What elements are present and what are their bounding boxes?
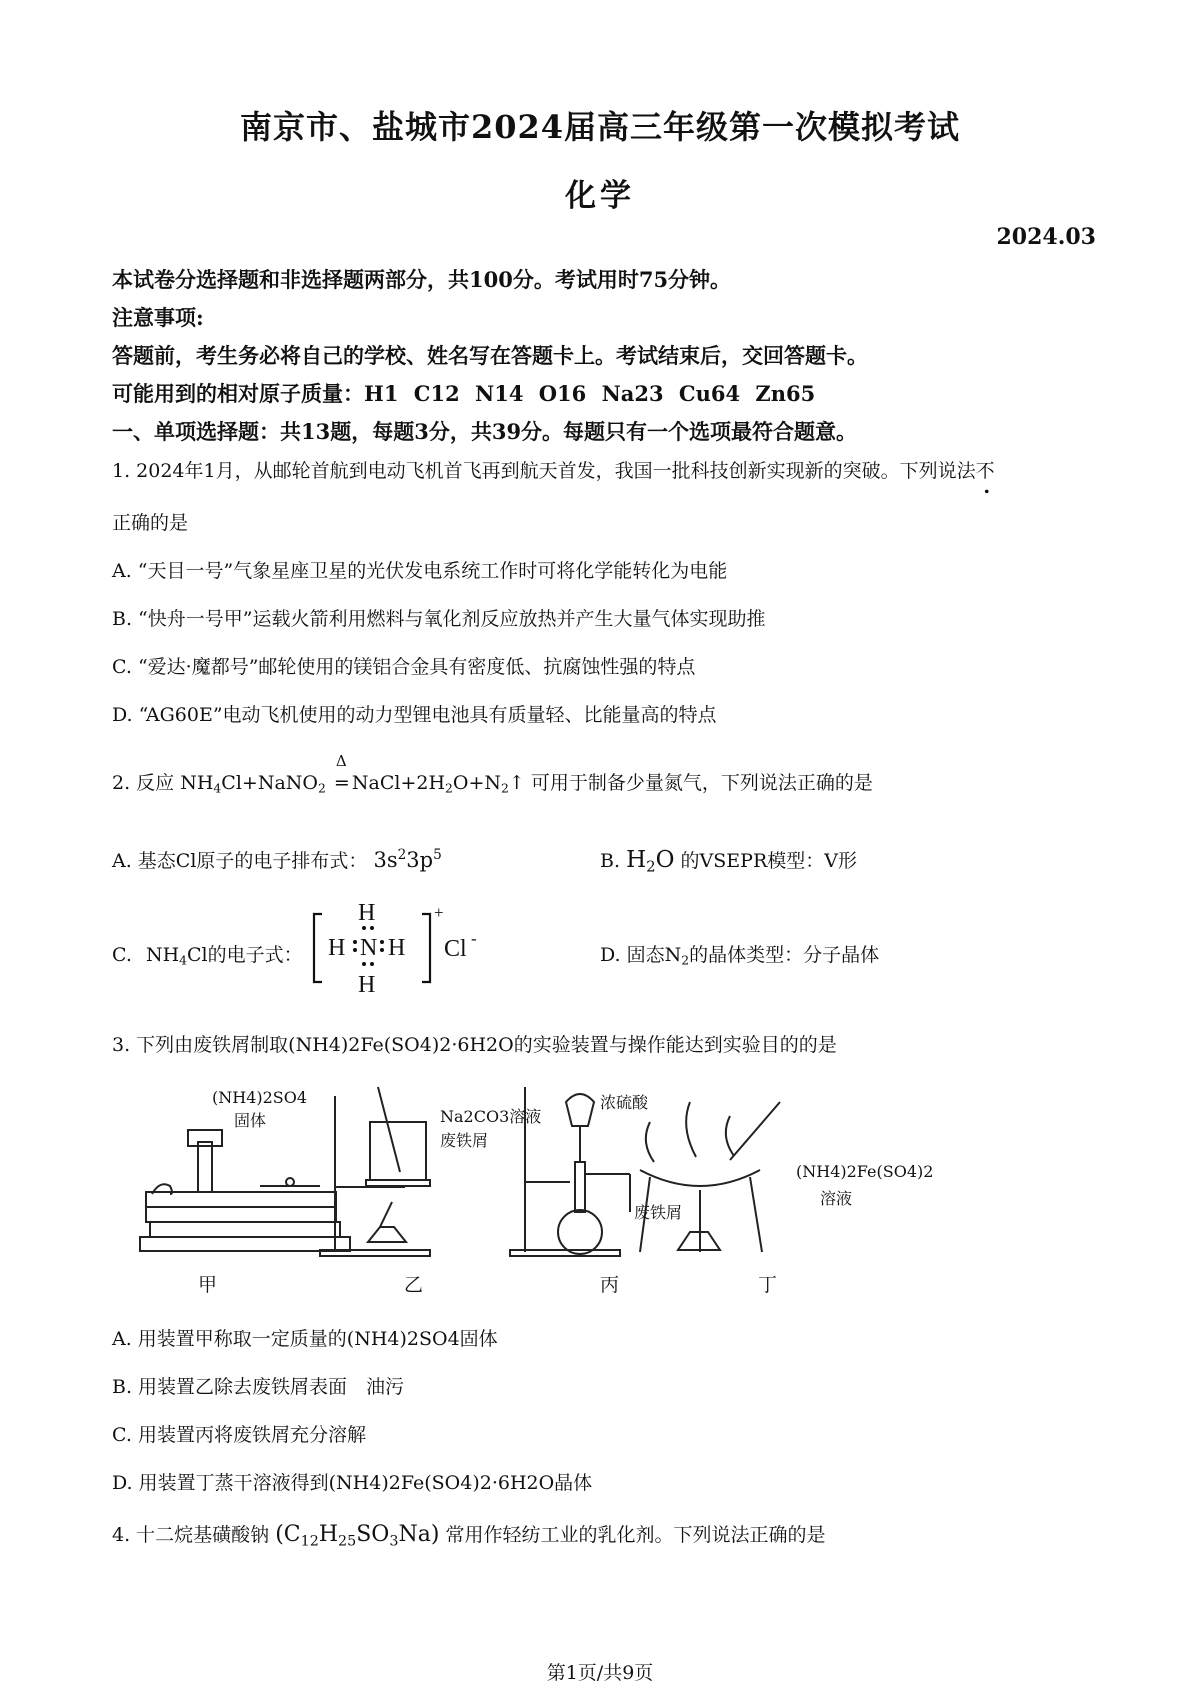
q4-stem	[112, 1520, 825, 1549]
q2-option-d	[600, 940, 879, 968]
q2-b-label: B.	[600, 850, 621, 872]
q1-option-c: C. “爱达·魔都号”邮轮使用的镁铝合金具有密度低、抗腐蚀性强的特点	[112, 656, 696, 678]
q1-option-d: D. “AG60E”电动飞机使用的动力型锂电池具有质量轻、比能量高的特点	[112, 704, 717, 726]
svg-text:H: H	[388, 935, 406, 961]
bing-label-1: 浓硫酸	[600, 1093, 649, 1112]
q2-d-formula: $N_2$	[664, 944, 690, 968]
exam-title: 南京市、盐城市2024届高三年级第一次模拟考试	[239, 108, 961, 146]
exam-date: 2024.03	[996, 224, 1096, 250]
section-heading: 一、单项选择题：共13题，每题3分，共39分。每题只有一个选项最符合题意。	[112, 419, 858, 444]
q4-formula: $(C_{12}H_{25}SO_3Na)$	[275, 1522, 440, 1550]
subject-title: 化学	[565, 178, 635, 214]
notice-text: 答题前，考生务必将自己的学校、姓名写在答题卡上。考试结束后，交回答题卡。	[112, 343, 868, 368]
jia-label-2: 固体	[234, 1111, 267, 1130]
yi-label-1: Na2CO3溶液	[440, 1107, 542, 1126]
q2-b-text: 的VSEPR模型：V形	[680, 850, 857, 872]
q2-option-a	[112, 846, 442, 873]
svg-text:H: H	[358, 972, 376, 998]
q2-prefix: 2. 反应	[112, 772, 175, 794]
q4-stem-text: 4. 十二烷基磺酸钠	[112, 1524, 270, 1546]
yi-label-2: 废铁屑	[440, 1131, 489, 1150]
q2-a-value: $3s^23p^5$	[373, 846, 442, 872]
notice-label: 注意事项:	[112, 305, 204, 330]
q2-suffix: 可用于制备少量氮气，下列说法正确的是	[530, 772, 873, 794]
q3-stem: 3. 下列由废铁屑制取(NH4)2Fe(SO4)2·6H2O的实验装置与操作能达到实验目的的是	[112, 1034, 837, 1056]
jia-label-1: (NH4)2SO4	[212, 1088, 308, 1107]
q2-d-label: D. 固态	[600, 944, 665, 966]
ding-label-1: (NH4)2Fe(SO4)2	[796, 1162, 934, 1181]
q2-d-text: 的晶体类型：分子晶体	[689, 944, 880, 966]
electron-formula-diagram	[310, 898, 490, 998]
q3-option-b: B. 用装置乙除去废铁屑表面 油污	[112, 1376, 405, 1398]
svg-text:H: H	[328, 935, 346, 961]
q2-products: $NaCl+2H_2O+N_2↑$	[351, 772, 525, 796]
q2-condition: Δ	[335, 752, 347, 770]
q2-c-formula: $NH_4Cl$	[145, 944, 208, 968]
q1-stem-continued: 正确的是	[112, 512, 189, 534]
q1-stem	[112, 456, 995, 483]
q2-b-formula: $H_2O$	[626, 847, 675, 876]
intro-line: 本试卷分选择题和非选择题两部分，共100分。考试用时75分钟。	[112, 267, 732, 292]
svg-text:Cl: Cl	[444, 936, 467, 962]
q1-emphasis: 不	[975, 460, 995, 482]
bing-label-2: 废铁屑	[634, 1203, 683, 1222]
svg-text:-: -	[471, 929, 477, 948]
q1-option-b: B. “快舟一号甲”运载火箭利用燃料与氧化剂反应放热并产生大量气体实现助推	[112, 608, 766, 630]
q2-c-label: C.	[112, 944, 132, 966]
q2-option-b	[600, 846, 857, 875]
q1-option-a: A. “天目一号”气象星座卫星的光伏发电系统工作时可将化学能转化为电能	[112, 560, 728, 582]
apparatus-yi: 乙	[404, 1274, 424, 1296]
q2-c-text: 的电子式：	[207, 944, 303, 966]
apparatus-bing: 丙	[600, 1274, 620, 1296]
svg-text:N: N	[360, 935, 378, 961]
atomic-masses: 可能用到的相对原子质量：H1 C12 N14 O16 Na23 Cu64 Zn65	[112, 381, 816, 406]
q2-arrow: Δ =	[333, 752, 350, 794]
q4-stem-continued: 常用作轻纺工业的乳化剂。下列说法正确的是	[445, 1524, 826, 1546]
page-footer: 第1页/共9页	[546, 1662, 654, 1684]
q2-a-label: A. 基态Cl原子的电子排布式：	[112, 850, 368, 872]
q2-reactants: $NH_4Cl+NaNO_2$	[180, 772, 326, 796]
q3-option-c: C. 用装置丙将废铁屑充分溶解	[112, 1424, 366, 1446]
apparatus-ding: 丁	[758, 1274, 778, 1296]
ding-label-2: 溶液	[820, 1189, 853, 1208]
svg-text:H: H	[358, 900, 376, 926]
apparatus-jia: 甲	[198, 1274, 218, 1296]
q2-option-c	[112, 940, 303, 968]
q2-stem	[112, 752, 873, 796]
q3-option-d: D. 用装置丁蒸干溶液得到(NH4)2Fe(SO4)2·6H2O晶体	[112, 1472, 593, 1494]
svg-text:+: +	[434, 903, 444, 922]
q3-option-a: A. 用装置甲称取一定质量的(NH4)2SO4固体	[112, 1328, 498, 1350]
q1-stem-text: 1. 2024年1月，从邮轮首航到电动飞机首飞再到航天首发，我国一批科技创新实现新的突破。下列说法	[112, 460, 976, 482]
